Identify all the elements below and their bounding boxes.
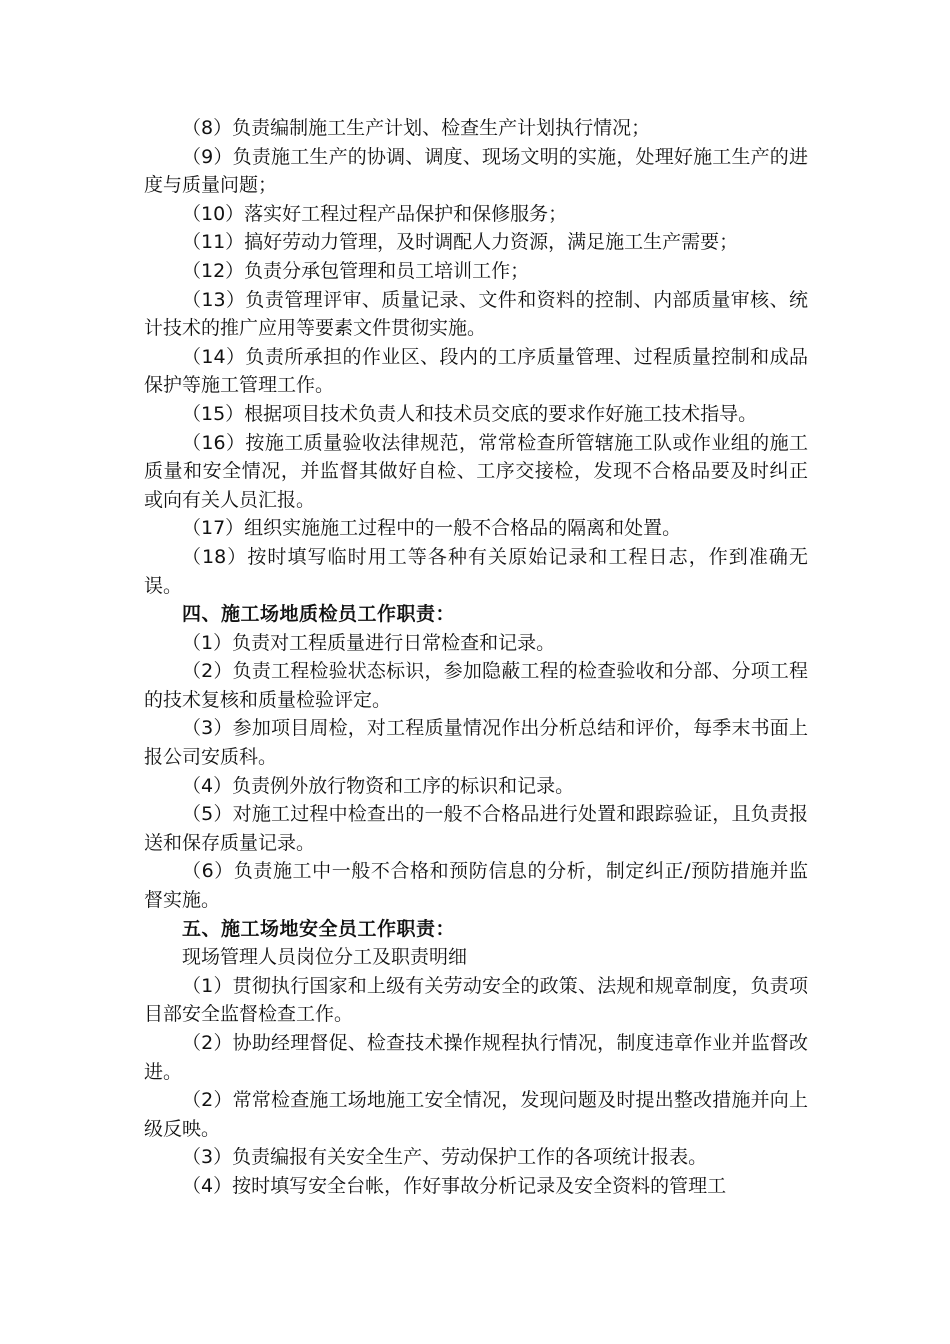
- paragraph-item-11: （11）搞好劳动力管理，及时调配人力资源，满足施工生产需要；: [182, 231, 739, 254]
- paragraph-item-13: （13）负责管理评审、质量记录、文件和资料的控制、内部质量审核、统计技术的推广应用等要素文件贯彻实施。: [144, 288, 808, 340]
- paragraph-item-16: （16）按施工质量验收法律规范，常常检查所管辖施工队或作业组的施工质量和安全情况，并监督其做好自检、工序交接检，发现不合格品要及时纠正或向有关人员汇报。: [144, 431, 808, 511]
- paragraph-item-18: （18）按时填写临时用工等各种有关原始记录和工程日志，作到准确无误。: [144, 545, 808, 597]
- paragraph-item-12: （12）负责分承包管理和员工培训工作；: [182, 259, 530, 282]
- section-heading-safety-officer: 五、施工场地安全员工作职责：: [182, 917, 456, 940]
- paragraph-item-14: （14）负责所承担的作业区、段内的工序质量管理、过程质量控制和成品保护等施工管理工作。: [144, 345, 808, 397]
- paragraph-safety-2b: （2）常常检查施工场地施工安全情况，发现问题及时提出整改措施并向上级反映。: [144, 1089, 808, 1140]
- paragraph-quality-4: （4）负责例外放行物资和工序的标识和记录。: [182, 774, 575, 797]
- subtitle-line: 现场管理人员岗位分工及职责明细: [182, 946, 468, 969]
- paragraph-quality-1: （1）负责对工程质量进行日常检查和记录。: [182, 631, 556, 654]
- paragraph-quality-2: （2）负责工程检验状态标识，参加隐蔽工程的检查验收和分部、分项工程的技术复核和质量检验评定。: [144, 660, 808, 711]
- paragraph-item-17: （17）组织实施施工过程中的一般不合格品的隔离和处置。: [182, 517, 682, 540]
- paragraph-quality-3: （3）参加项目周检，对工程质量情况作出分析总结和评价，每季末书面上报公司安质科。: [144, 717, 808, 769]
- paragraph-item-9: （9）负责施工生产的协调、调度、现场文明的实施，处理好施工生产的进度与质量问题；: [144, 145, 808, 197]
- paragraph-safety-1: （1）贯彻执行国家和上级有关劳动安全的政策、法规和规章制度，负责项目部安全监督检查工作。: [144, 974, 808, 1026]
- paragraph-item-8: （8）负责编制施工生产计划、检查生产计划执行情况；: [182, 117, 651, 139]
- paragraph-item-10: （10）落实好工程过程产品保护和保修服务；: [182, 202, 568, 225]
- document-body: [144, 114, 808, 1201]
- paragraph-safety-2: （2）协助经理督促、检查技术操作规程执行情况，制度违章作业并监督改进。: [144, 1032, 808, 1083]
- section-heading-quality-inspector: 四、施工场地质检员工作职责：: [182, 603, 456, 626]
- paragraph-safety-3: （3）负责编报有关安全生产、劳动保护工作的各项统计报表。: [182, 1146, 708, 1169]
- paragraph-quality-5: （5）对施工过程中检查出的一般不合格品进行处置和跟踪验证，且负责报送和保存质量记录。: [144, 803, 808, 854]
- paragraph-item-15: （15）根据项目技术负责人和技术员交底的要求作好施工技术指导。: [182, 402, 758, 425]
- paragraph-safety-4: （4）按时填写安全台帐，作好事故分析记录及安全资料的管理工: [182, 1174, 727, 1197]
- paragraph-quality-6: （6）负责施工中一般不合格和预防信息的分析，制定纠正/预防措施并监督实施。: [144, 860, 808, 912]
